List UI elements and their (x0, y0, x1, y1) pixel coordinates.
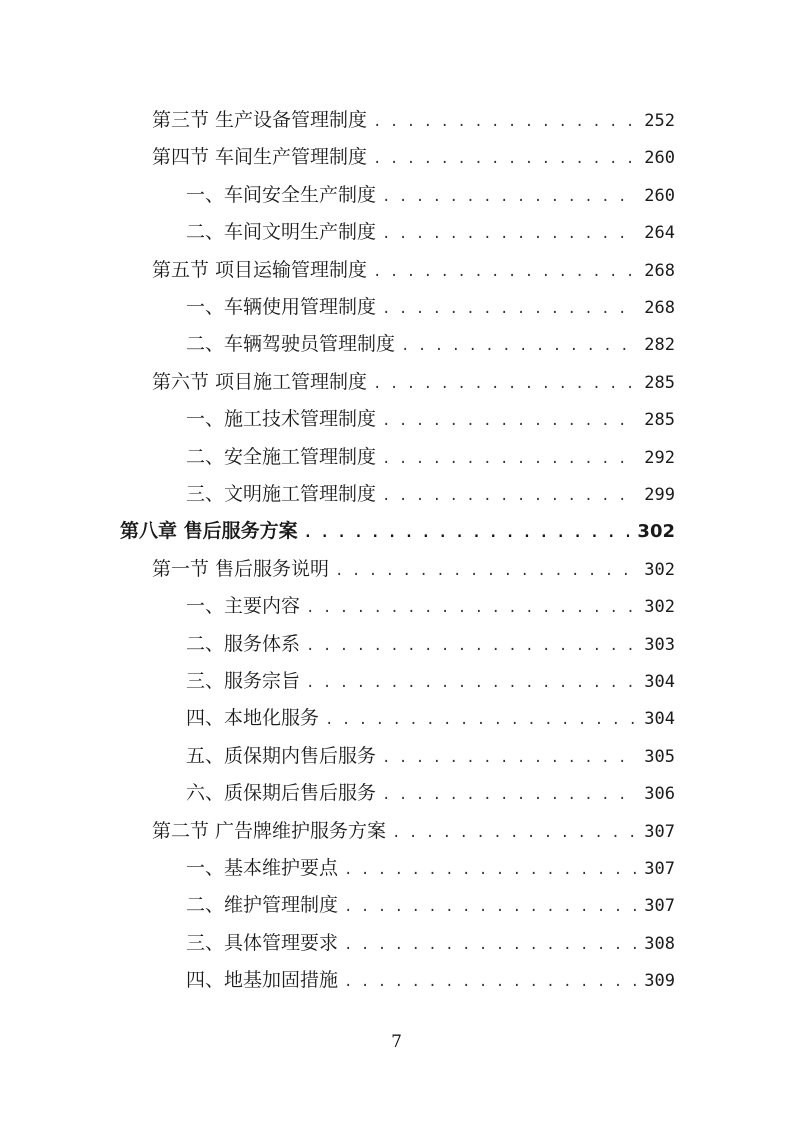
dot-leader (382, 743, 636, 771)
toc-entry-item[interactable] (186, 928, 675, 958)
toc-entry-page: 304 (644, 672, 675, 692)
toc-entry-page: 268 (644, 298, 675, 318)
toc-entry-page: 285 (644, 372, 675, 393)
page-number: 7 (391, 1032, 402, 1052)
toc-entry-title: 第二节 广告牌维护服务方案 (152, 819, 387, 842)
toc-entry-page: 304 (644, 709, 675, 730)
toc-entry-page: 307 (644, 859, 675, 879)
toc-entry-title: 二、安全施工管理制度 (186, 445, 377, 468)
toc-entry-title: 四、本地化服务 (186, 707, 320, 730)
dot-leader (401, 331, 636, 359)
dot-leader (382, 444, 636, 472)
toc-entry-title: 一、车间安全生产制度 (186, 183, 377, 206)
dot-leader (373, 369, 636, 397)
toc-entry-page: 285 (644, 410, 675, 431)
toc-entry-title: 一、主要内容 (186, 595, 301, 618)
toc-entry-item[interactable] (186, 442, 675, 472)
dot-leader (392, 818, 636, 846)
toc-entry-page: 260 (644, 185, 675, 206)
toc-entry-page: 305 (644, 746, 675, 767)
toc-entry-page: 307 (644, 896, 675, 917)
toc-entry-item[interactable] (186, 629, 675, 659)
toc-entry-page: 302 (637, 521, 675, 543)
toc-entry-title: 第一节 售后服务说明 (152, 557, 330, 580)
dot-leader (373, 107, 636, 135)
toc-entry-page: 292 (644, 447, 675, 468)
dot-leader (304, 518, 630, 546)
toc-entry-page: 302 (644, 597, 675, 618)
toc-entry-section[interactable] (152, 142, 675, 172)
toc-entry-item[interactable] (186, 292, 675, 322)
toc-entry-section[interactable] (152, 367, 675, 397)
toc-entry-item[interactable] (186, 217, 675, 247)
toc-entry-section[interactable] (152, 554, 675, 584)
toc-entry-title: 一、基本维护要点 (186, 857, 339, 879)
toc-entry-item[interactable] (186, 965, 675, 995)
toc-entry-item[interactable] (186, 778, 675, 808)
toc-entry-page: 264 (644, 223, 675, 244)
dot-leader (344, 930, 636, 958)
toc-entry-page: 268 (644, 260, 675, 281)
toc-entry-title: 三、具体管理要求 (186, 931, 339, 954)
toc-entry-page: 252 (644, 111, 675, 131)
toc-entry-title: 三、文明施工管理制度 (186, 483, 377, 505)
toc-entry-title: 第四节 车间生产管理制度 (152, 146, 368, 169)
toc-entry-page: 282 (644, 335, 675, 356)
toc-entry-title: 三、服务宗旨 (186, 670, 301, 692)
toc-entry-page: 302 (644, 559, 675, 580)
toc-entry-item[interactable] (186, 329, 675, 359)
toc-entry-section[interactable] (152, 816, 675, 846)
toc-entry-title: 一、车辆使用管理制度 (186, 296, 377, 318)
dot-leader (344, 967, 636, 995)
toc-entry-item[interactable] (186, 591, 675, 621)
toc-entry-page: 309 (644, 971, 675, 992)
toc-entry-title: 四、地基加固措施 (186, 969, 339, 992)
toc-entry-title: 第五节 项目运输管理制度 (152, 258, 368, 281)
toc-entry-title: 二、车间文明生产制度 (186, 221, 377, 244)
toc-entry-title: 第三节 生产设备管理制度 (152, 109, 368, 131)
toc-entry-item[interactable] (186, 404, 675, 434)
toc-entry-page: 299 (644, 485, 675, 505)
toc-entry-title: 一、施工技术管理制度 (186, 408, 377, 431)
dot-leader (382, 219, 636, 247)
dot-leader (344, 892, 636, 920)
toc-entry-page: 303 (644, 634, 675, 655)
dot-leader (335, 556, 636, 584)
dot-leader (306, 668, 636, 696)
toc-entry-title: 二、维护管理制度 (186, 894, 339, 917)
toc-entry-item[interactable] (186, 890, 675, 920)
dot-leader (373, 144, 636, 172)
toc-entry-page: 308 (644, 933, 675, 954)
toc-entry-item[interactable] (186, 741, 675, 771)
toc-entry-page: 260 (644, 148, 675, 169)
toc-entry-item[interactable] (186, 703, 675, 733)
toc-entry-title: 第六节 项目施工管理制度 (152, 370, 368, 393)
dot-leader (306, 631, 636, 659)
dot-leader (325, 705, 636, 733)
toc-entry-title: 第八章 售后服务方案 (120, 520, 298, 543)
dot-leader (382, 406, 636, 434)
dot-leader (382, 780, 636, 808)
toc-entry-title: 二、服务体系 (186, 632, 301, 655)
toc-entry-page: 306 (644, 784, 675, 805)
toc-entry-item[interactable] (186, 853, 675, 883)
toc-entry-section[interactable] (152, 105, 675, 135)
toc-entry-item[interactable] (186, 666, 675, 696)
toc-entry-item[interactable] (186, 180, 675, 210)
toc-entry-chapter[interactable] (120, 516, 675, 546)
dot-leader (382, 481, 636, 509)
toc-entry-title: 六、质保期后售后服务 (186, 782, 377, 805)
toc-entry-title: 五、质保期内售后服务 (186, 744, 377, 767)
dot-leader (382, 294, 636, 322)
toc-entry-page: 307 (644, 821, 675, 842)
dot-leader (344, 855, 636, 883)
toc-entry-title: 二、车辆驾驶员管理制度 (186, 333, 396, 356)
dot-leader (373, 257, 636, 285)
dot-leader (382, 182, 636, 210)
toc-entry-section[interactable] (152, 255, 675, 285)
dot-leader (306, 593, 636, 621)
toc-entry-item[interactable] (186, 479, 675, 509)
